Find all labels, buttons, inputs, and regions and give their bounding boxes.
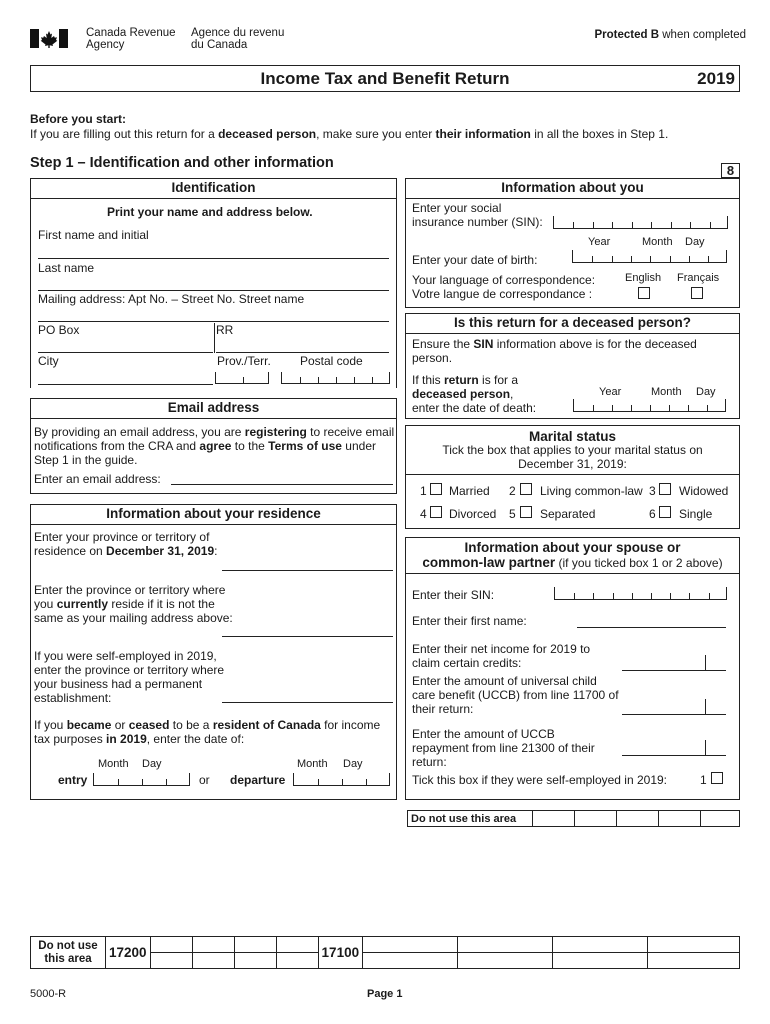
page-code: 8 (726, 163, 735, 178)
death-date-field[interactable] (573, 399, 726, 412)
first-name-field[interactable] (38, 258, 389, 259)
married-num: 1 (420, 484, 427, 498)
mailing-label: Mailing address: Apt No. – Street No. Street name (38, 292, 305, 306)
dob-year-label: Year (588, 236, 611, 248)
deceased-ensure: Ensure the SIN information above is for the deceased person. (412, 337, 697, 365)
language-label-en: Your language of correspondence: (412, 273, 596, 287)
francais-checkbox[interactable] (691, 287, 703, 299)
dob-field[interactable] (572, 250, 727, 263)
residence-panel (30, 504, 397, 800)
about-you-panel (405, 178, 740, 308)
last-name-label: Last name (38, 261, 95, 275)
spouse-self-employed-label: Tick this box if they were self-employed in 2019: (412, 773, 668, 787)
residence-q3: If you were self-employed in 2019, enter the province or territory where your business had a permanent establishment: (34, 649, 225, 705)
about-you-title: Information about you (406, 179, 739, 199)
first-name-label: First name and initial (38, 228, 149, 242)
deceased-person: deceased person, (412, 387, 514, 401)
before-text: If you are filling out this return for a deceased person, make sure you enter their information in all the boxes in Step 1. (30, 127, 669, 141)
departure-label: departure (230, 773, 286, 787)
email-title: Email address (31, 399, 396, 419)
spouse-sin-label: Enter their SIN: (412, 588, 495, 602)
cents-divider (705, 699, 706, 715)
marital-panel (405, 425, 740, 529)
marital-divider (406, 474, 739, 475)
divorced-label: Divorced (449, 507, 497, 521)
english-label: English (625, 272, 662, 284)
do-not-use-label: Do not use this area (408, 811, 533, 827)
sin-label-1: Enter your social (412, 201, 502, 215)
do-not-use-area-bottom (30, 936, 740, 969)
uccb-repay-field[interactable] (622, 755, 726, 756)
cents-divider (705, 655, 706, 671)
departure-day-label: Day (343, 758, 363, 770)
death-date-label: enter the date of death: (412, 401, 537, 415)
code-17100: 17100 (318, 937, 363, 969)
spouse-title-2: common-law partner (if you ticked box 1 or 2 above) (422, 555, 723, 570)
rr-label: RR (216, 323, 234, 337)
marital-sub: Tick the box that applies to your marital status on December 31, 2019: (442, 443, 703, 471)
common-law-label: Living common-law (540, 484, 643, 498)
widowed-num: 3 (649, 484, 656, 498)
protected-label: Protected B when completed (594, 29, 746, 41)
english-checkbox[interactable] (638, 287, 650, 299)
prov-field[interactable] (215, 372, 269, 384)
form-title: Income Tax and Benefit Return (260, 69, 510, 88)
po-box-field[interactable] (38, 352, 213, 353)
step1-heading: Step 1 – Identification and other information (30, 155, 334, 171)
separated-checkbox[interactable] (520, 506, 532, 518)
page-code-box (721, 163, 740, 178)
rr-field[interactable] (216, 352, 389, 353)
uccb-label: Enter the amount of universal child care benefit (UCCB) from line 11700 of their return: (412, 674, 619, 716)
residence-q4: If you became or ceased to be a resident of Canada for income tax purposes in 2019, enter the date of: (34, 718, 381, 746)
current-province-field[interactable] (222, 636, 393, 637)
prov-label: Prov./Terr. (217, 354, 271, 368)
entry-label: entry (58, 773, 88, 787)
spouse-net-income-label: Enter their net income for 2019 to claim certain credits: (412, 642, 591, 670)
common-law-checkbox[interactable] (520, 483, 532, 495)
email-text: By providing an email address, you are registering to receive email notifications from the CRA and agree to the Terms of use under Step 1 in the guide. (34, 425, 395, 467)
dob-month-label: Month (642, 236, 673, 248)
departure-date-field[interactable] (293, 773, 390, 786)
deceased-panel (405, 313, 740, 419)
last-name-field[interactable] (38, 290, 389, 291)
deceased-if: If this return is for a (412, 373, 519, 387)
married-checkbox[interactable] (430, 483, 442, 495)
province-residence-field[interactable] (222, 570, 393, 571)
canada-flag-logo (30, 29, 68, 48)
identification-title: Identification (31, 179, 396, 199)
form-year: 2019 (697, 69, 735, 88)
deceased-title: Is this return for a deceased person? (406, 314, 739, 334)
postal-code-field[interactable] (281, 372, 390, 384)
death-year-label: Year (599, 386, 622, 398)
page-number: Page 1 (367, 988, 403, 1000)
email-panel (30, 398, 397, 494)
marital-title: Marital status (528, 429, 617, 444)
single-checkbox[interactable] (659, 506, 671, 518)
postal-label: Postal code (300, 354, 363, 368)
agency-name-en: Canada Revenue Agency (86, 27, 176, 51)
departure-month-label: Month (297, 758, 328, 770)
city-field[interactable] (38, 384, 213, 385)
spouse-net-income-field[interactable] (622, 670, 726, 671)
married-label: Married (449, 484, 490, 498)
print-label: Print your name and address below. (107, 205, 313, 219)
entry-date-field[interactable] (93, 773, 190, 786)
widowed-label: Widowed (679, 484, 729, 498)
email-field[interactable] (171, 484, 393, 485)
widowed-checkbox[interactable] (659, 483, 671, 495)
cents-divider (705, 740, 706, 756)
sin-field[interactable] (553, 216, 728, 229)
uccb-field[interactable] (622, 714, 726, 715)
or-label: or (199, 773, 210, 787)
spouse-first-name-field[interactable] (577, 627, 726, 628)
francais-label: Français (677, 272, 720, 284)
spouse-title-1: Information about your spouse or (464, 540, 681, 555)
spouse-sin-field[interactable] (554, 587, 727, 600)
business-province-field[interactable] (222, 702, 393, 703)
residence-q2: Enter the province or territory where you currently reside if it is not the same as your mailing address above: (34, 583, 233, 625)
common-law-num: 2 (509, 484, 516, 498)
dob-day-label: Day (685, 236, 705, 248)
identification-panel (30, 178, 397, 388)
death-month-label: Month (651, 386, 682, 398)
agency-name-fr: Agence du revenu du Canada (191, 27, 285, 51)
form-code: 5000-R (30, 988, 67, 1000)
spouse-panel (405, 537, 740, 800)
title-bar (30, 65, 740, 92)
residence-q1: Enter your province or territory of residence on December 31, 2019: (34, 530, 218, 558)
single-label: Single (679, 507, 713, 521)
email-label: Enter an email address: (34, 472, 161, 486)
bottom-do-not-use-label: Do not use this area (31, 937, 106, 969)
entry-month-label: Month (98, 758, 129, 770)
self-employed-box-num: 1 (700, 773, 707, 787)
divorced-num: 4 (420, 507, 427, 521)
divider (214, 323, 215, 353)
before-heading: Before you start: (30, 112, 127, 126)
city-label: City (38, 354, 59, 368)
entry-day-label: Day (142, 758, 162, 770)
single-num: 6 (649, 507, 656, 521)
spouse-title-bar (406, 538, 739, 574)
separated-num: 5 (509, 507, 516, 521)
code-17200: 17200 (106, 937, 151, 969)
residence-title: Information about your residence (31, 505, 396, 525)
dob-label: Enter your date of birth: (412, 253, 538, 267)
spouse-first-label: Enter their first name: (412, 614, 527, 628)
spouse-self-employed-checkbox[interactable] (711, 772, 723, 784)
uccb-repay-label: Enter the amount of UCCB repayment from line 21300 of their return: (412, 727, 595, 769)
po-box-label: PO Box (38, 323, 80, 337)
mailing-field[interactable] (38, 321, 389, 322)
separated-label: Separated (540, 507, 596, 521)
death-day-label: Day (696, 386, 716, 398)
language-label-fr: Votre langue de correspondance : (412, 287, 593, 301)
divorced-checkbox[interactable] (430, 506, 442, 518)
do-not-use-area-top (407, 810, 740, 827)
sin-label-2: insurance number (SIN): (412, 215, 543, 229)
